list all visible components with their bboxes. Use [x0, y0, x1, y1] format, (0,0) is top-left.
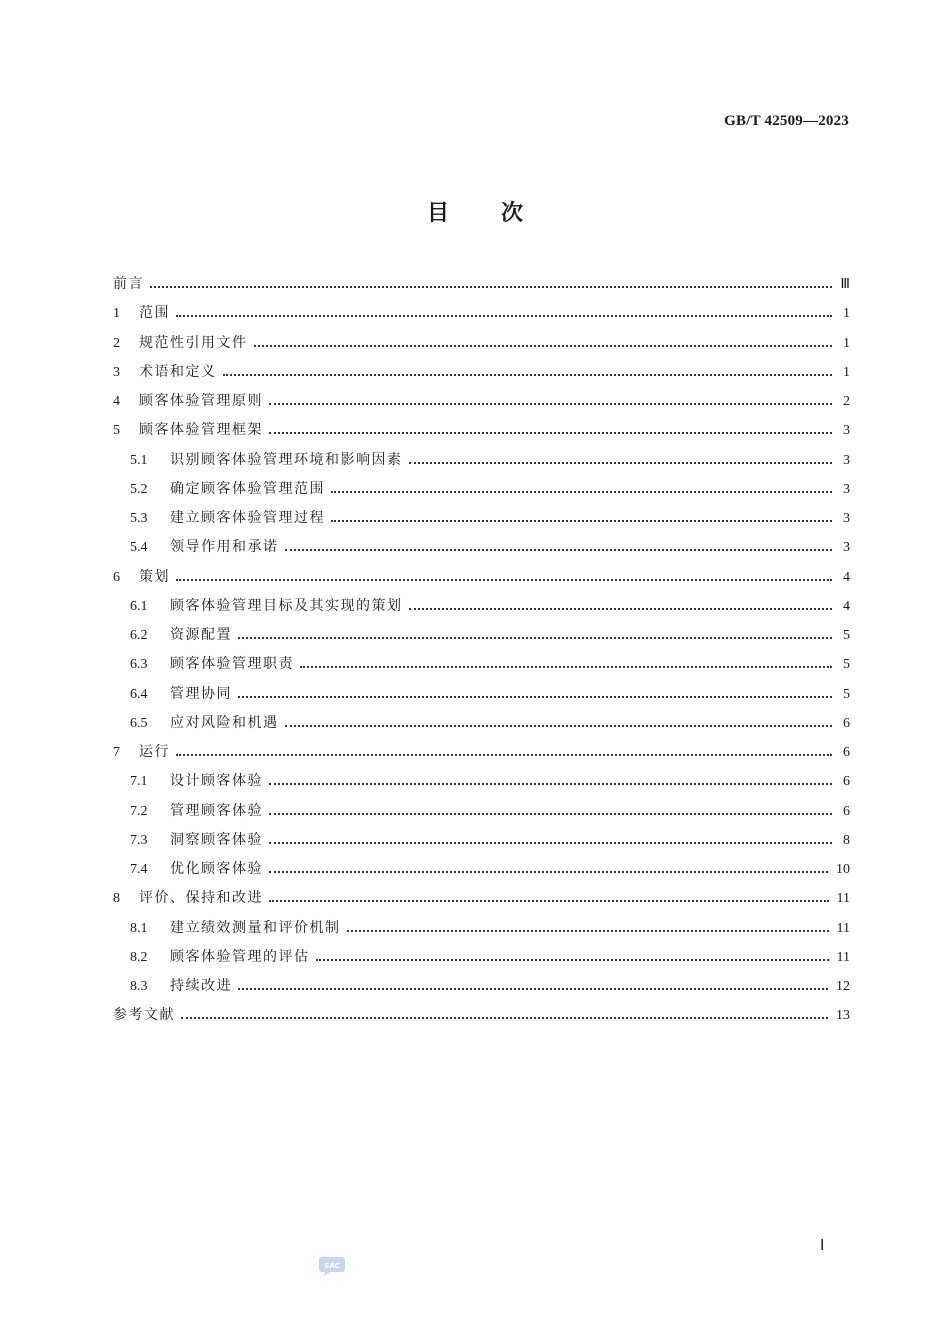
toc-entry-page: 1	[843, 335, 850, 351]
dot-leader	[409, 608, 833, 610]
toc-entry-label: 顾客体验管理框架	[139, 422, 263, 439]
toc-entry[interactable]	[113, 416, 850, 445]
toc-entry-number: 4	[113, 394, 120, 409]
toc-entry-number: 7.1	[130, 774, 148, 790]
toc-entry-page: 5	[843, 657, 850, 673]
toc-entry-page: 3	[843, 540, 850, 556]
toc-entry-label: 识别顾客体验管理环境和影响因素	[170, 451, 403, 468]
dot-leader	[176, 754, 832, 756]
dot-leader	[300, 666, 832, 668]
dot-leader	[269, 900, 829, 902]
toc-entry-number: 6.4	[130, 686, 148, 702]
toc-entry[interactable]	[113, 533, 850, 562]
toc-entry-label: 管理协同	[170, 685, 232, 702]
toc-entry[interactable]	[113, 767, 850, 796]
dot-leader	[269, 871, 828, 873]
toc-entry-label: 管理顾客体验	[170, 802, 263, 819]
dot-leader	[316, 959, 829, 961]
toc-entry-label: 前言	[113, 276, 144, 292]
toc-entry-label: 参考文献	[113, 1007, 175, 1024]
dot-leader	[347, 930, 829, 932]
toc-entry-label: 顾客体验管理原则	[139, 393, 263, 409]
toc-entry-label: 顾客体验管理职责	[170, 656, 294, 673]
dot-leader	[285, 725, 833, 727]
toc-entry-label: 术语和定义	[139, 363, 217, 380]
toc-entry-number: 7	[113, 745, 120, 760]
toc-entry-number: 8.3	[130, 979, 148, 994]
toc-entry[interactable]	[113, 270, 850, 299]
toc-entry-page: 2	[843, 394, 850, 409]
toc-entry-page: 8	[843, 832, 850, 848]
toc-entry-label: 优化顾客体验	[170, 861, 263, 877]
toc-entry-page: 4	[843, 569, 850, 585]
toc-entry[interactable]	[113, 709, 850, 738]
toc-entry-page: 6	[843, 803, 850, 819]
dot-leader	[223, 374, 833, 376]
toc-entry-page: 6	[843, 715, 850, 731]
toc-entry[interactable]	[113, 914, 850, 943]
toc-entry-number: 5.2	[130, 481, 148, 497]
toc-entry-page: 10	[836, 862, 850, 877]
toc-entry-number: 8.2	[130, 949, 148, 965]
toc-entry-page: 6	[843, 745, 850, 760]
toc-entry-number: 6.2	[130, 628, 148, 643]
toc-entry-label: 顾客体验管理目标及其实现的策划	[170, 597, 403, 614]
toc-entry-label: 规范性引用文件	[139, 334, 248, 351]
dot-leader	[176, 315, 832, 317]
dot-leader	[269, 432, 832, 434]
toc-entry[interactable]	[113, 299, 850, 328]
dot-leader	[269, 403, 832, 405]
toc-entry[interactable]	[113, 855, 850, 884]
toc-entry-page: 12	[836, 979, 850, 994]
dot-leader	[331, 520, 832, 522]
toc-entry[interactable]	[113, 563, 850, 592]
toc-entry-label: 确定顾客体验管理范围	[170, 480, 325, 497]
toc-entry-page: 3	[843, 423, 850, 439]
toc-entry[interactable]	[113, 387, 850, 416]
dot-leader	[176, 579, 832, 581]
toc-entry[interactable]	[113, 592, 850, 621]
toc-entry-page: 3	[843, 481, 850, 497]
toc-entry-label: 策划	[139, 568, 170, 585]
toc-entry-page: 13	[836, 1008, 850, 1024]
toc-entry-label: 领导作用和承诺	[170, 539, 279, 556]
toc-entry[interactable]	[113, 797, 850, 826]
toc-entry-page: 5	[843, 686, 850, 702]
watermark-text: SAC	[324, 1262, 340, 1270]
toc-entry-number: 6	[113, 569, 120, 585]
toc-entry-page: 1	[843, 306, 850, 322]
toc-entry-number: 7.3	[130, 832, 148, 848]
toc-entry-number: 5.3	[130, 511, 148, 526]
toc-entry-label: 持续改进	[170, 978, 232, 994]
toc-entry[interactable]	[113, 884, 850, 913]
toc-entry-page: 11	[836, 920, 850, 936]
toc-entry-number: 6.1	[130, 598, 148, 614]
toc-entry-label: 运行	[139, 744, 170, 760]
toc-entry-label: 应对风险和机遇	[170, 714, 279, 731]
toc-entry[interactable]	[113, 1001, 850, 1030]
toc-entry[interactable]	[113, 972, 850, 1001]
toc-entry-number: 5.4	[130, 540, 148, 556]
toc-entry[interactable]	[113, 826, 850, 855]
toc-entry[interactable]	[113, 504, 850, 533]
dot-leader	[285, 549, 833, 551]
standard-number: GB/T 42509—2023	[724, 113, 849, 129]
toc-entry-label: 建立绩效测量和评价机制	[170, 919, 341, 936]
toc-entry-label: 顾客体验管理的评估	[170, 948, 310, 965]
toc-entry-page: 3	[843, 511, 850, 526]
dot-leader	[150, 286, 832, 288]
page-folio: Ⅰ	[820, 1238, 825, 1254]
toc-entry-label: 建立顾客体验管理过程	[170, 510, 325, 526]
dot-leader	[331, 491, 832, 493]
dot-leader	[269, 842, 832, 844]
toc-entry[interactable]	[113, 680, 850, 709]
toc-entry-page: 3	[843, 452, 850, 468]
dot-leader	[238, 988, 828, 990]
toc-entry-page: 11	[836, 891, 850, 907]
toc-entry[interactable]	[113, 943, 850, 972]
toc-entry-label: 资源配置	[170, 627, 232, 643]
toc-entry[interactable]	[113, 475, 850, 504]
toc-entry[interactable]	[113, 329, 850, 358]
toc-entry-number: 8.1	[130, 920, 148, 936]
toc-entry-number: 7.2	[130, 803, 148, 819]
toc-entry-number: 1	[113, 306, 120, 322]
toc-entry[interactable]	[113, 358, 850, 387]
toc-entry[interactable]	[113, 446, 850, 475]
toc-entry-page: 4	[843, 598, 850, 614]
toc-entry-label: 设计顾客体验	[170, 773, 263, 790]
sac-watermark-logo	[318, 1255, 346, 1277]
toc-title: 目次	[426, 201, 575, 226]
dot-leader	[181, 1017, 828, 1019]
toc-entry-page: 6	[843, 774, 850, 790]
toc-entry-page: 1	[843, 364, 850, 380]
table-of-contents	[113, 270, 850, 1031]
toc-entry-label: 评价、保持和改进	[139, 890, 263, 907]
dot-leader	[269, 783, 832, 785]
dot-leader	[238, 637, 832, 639]
toc-entry[interactable]	[113, 738, 850, 767]
toc-entry-page: Ⅲ	[840, 277, 850, 292]
toc-entry-number: 8	[113, 891, 120, 907]
dot-leader	[254, 345, 833, 347]
toc-entry-page: 5	[843, 628, 850, 643]
toc-entry-number: 7.4	[130, 862, 148, 877]
dot-leader	[238, 696, 832, 698]
toc-entry-page: 11	[836, 949, 850, 965]
toc-entry[interactable]	[113, 621, 850, 650]
toc-entry-number: 5	[113, 423, 120, 439]
toc-entry-number: 3	[113, 364, 120, 380]
toc-entry-label: 范围	[139, 305, 170, 322]
toc-entry-number: 6.3	[130, 657, 148, 673]
toc-entry-label: 洞察顾客体验	[170, 831, 263, 848]
dot-leader	[269, 813, 832, 815]
toc-entry-number: 6.5	[130, 715, 148, 731]
toc-entry-number: 5.1	[130, 452, 148, 468]
toc-entry-number: 2	[113, 335, 120, 351]
dot-leader	[409, 462, 833, 464]
toc-entry[interactable]	[113, 650, 850, 679]
